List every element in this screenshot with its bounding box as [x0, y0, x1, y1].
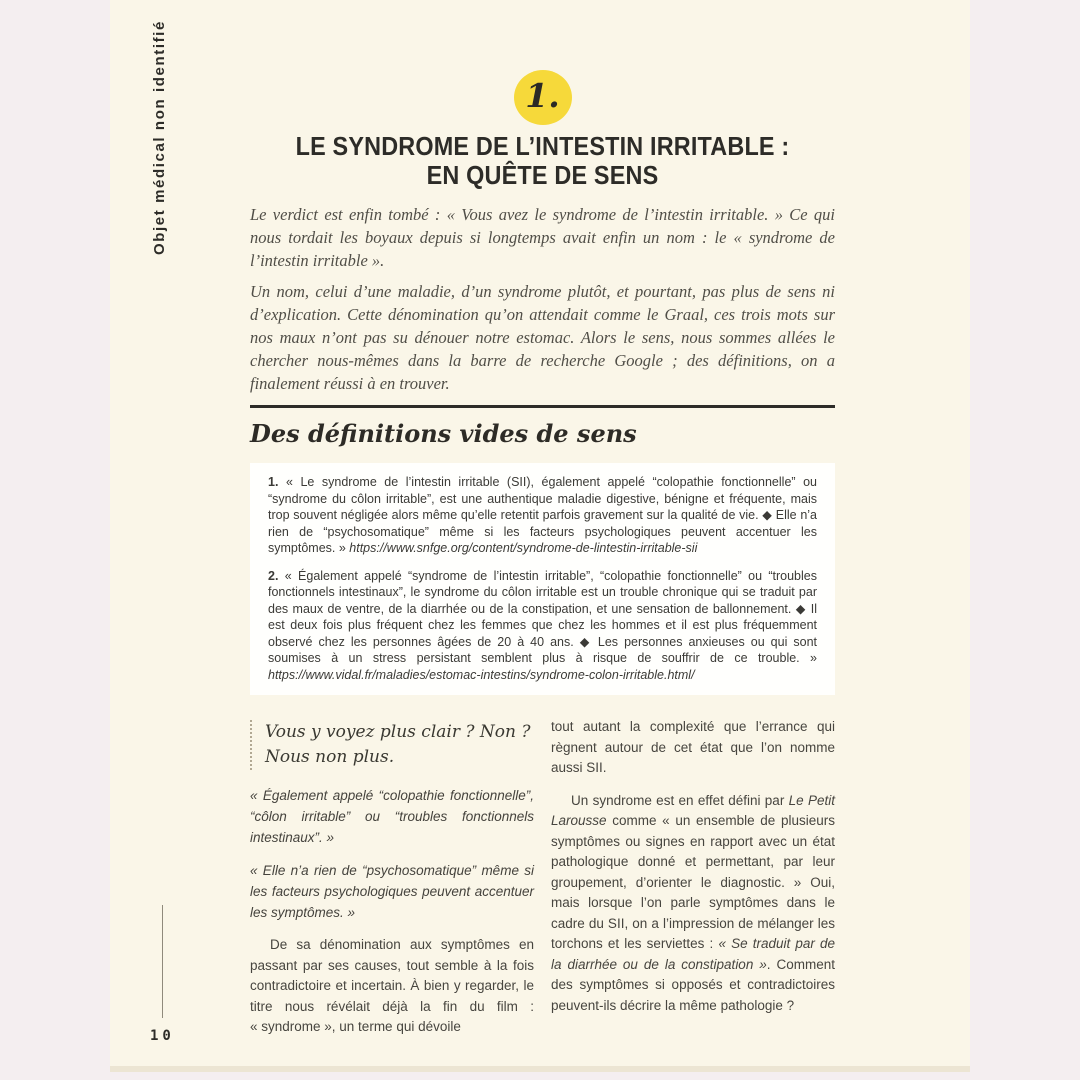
page-number: 10	[150, 1028, 175, 1044]
quoted-phrase: « Se traduit par de la diarrhée ou de la constipation »	[551, 936, 835, 972]
body-paragraph-right-1: tout autant la complexité que l’errance qui règnent autour de cet état que l’on nomme aussi SII.	[551, 719, 835, 775]
paragraph-segment: Un syndrome est en effet défini par	[571, 792, 789, 808]
page-content	[250, 70, 835, 1050]
definition-1-text: « Le syndrome de l’intestin irritable (SII), également appelé “colopathie fonctionnelle” ou “syndrome du côlon irritable”, est une authentique maladie digestive, bénigne et fréquente, mais trop souvent négligée alors même qu’elle retentit parfois gravement sur la qualité de vie. ◆ Elle n’a rien de “psychosomatique” même si les facteurs psychologiques peuvent accentuer les symptômes. »	[268, 475, 817, 555]
pull-quote-line2: Nous non plus.	[265, 747, 395, 767]
pull-quote-line1: Vous y voyez plus clair ? Non ?	[265, 722, 531, 742]
definition-1-number: 1.	[268, 475, 279, 489]
chapter-title	[250, 132, 835, 190]
intro-paragraph-2: Un nom, celui d’une maladie, d’un syndrome plutôt, et pourtant, pas plus de sens ni d’explication. Cette dénomination qu’on attendait comme le Graal, ces trois mots sur nos maux n’ont pas su dénouer notre estomac. Alors le sens, nous sommes allées le chercher nous-mêmes dans la barre de recherche Google ; des définitions, on a finalement réussi à en trouver.	[250, 282, 835, 393]
chapter-title-line1: LE SYNDROME DE L’INTESTIN IRRITABLE :	[295, 131, 790, 161]
chapter-number: 1.	[525, 76, 560, 115]
chapter-number-badge	[514, 70, 572, 125]
section-rule	[250, 405, 835, 408]
two-column-text	[250, 717, 835, 1050]
book-page	[110, 0, 970, 1072]
body-paragraph-left: De sa dénomination aux symptômes en passant par ses causes, tout semble à la fois contradictoire et incertain. À bien y regarder, le titre nous révélait déjà la fin du film : « syndrome », un terme qui dévoile	[250, 937, 534, 1034]
chapter-intro	[250, 203, 835, 395]
margin-vertical-rule	[162, 905, 163, 1018]
quoted-excerpt-2: « Elle n’a rien de “psychosomatique” même si les facteurs psychologiques peuvent accentuer les symptômes. »	[250, 863, 534, 920]
paragraph-segment: comme « un ensemble de plusieurs symptômes ou signes en rapport avec un état pathologique donné et permettant, par leur groupement, d’orienter le diagnostic. » Oui, mais lorsque l’on parle symptômes dans le cadre du SII, on a l’impression de mélanger les torchons et les serviettes :	[551, 813, 835, 951]
intro-paragraph-1: Le verdict est enfin tombé : « Vous avez le syndrome de l’intestin irritable. » Ce qui nous tordait les boyaux depuis si longtemps avait enfin un nom : le « syndrome de l’intestin irritable ».	[250, 205, 835, 270]
book-title-reference: Le Petit Larousse	[551, 792, 835, 828]
paragraph-segment: . Comment des symptômes si opposés et contradictoires peuvent-ils décrire la même pathologie ?	[551, 956, 835, 1013]
definition-2-text: « Également appelé “syndrome de l’intestin irritable”, “colopathie fonctionnelle” ou “troubles fonctionnels intestinaux”, le syndrome du côlon irritable est un trouble chronique qui se traduit par des maux de ventre, de la diarrhée ou de la constipation, et une sensation de ballonnement. ◆ Il est deux fois plus fréquent chez les femmes que chez les hommes et il est plus fréquemment observé chez les personnes âgées de 20 à 40 ans. ◆ Les personnes anxieuses ou qui sont soumises à un stress persistant semblent plus à risque de souffrir de ce trouble. »	[268, 568, 817, 665]
body-paragraph-right-2	[551, 791, 835, 1017]
definition-2	[268, 568, 817, 684]
right-column	[551, 717, 835, 1050]
pull-quote	[250, 720, 534, 770]
definitions-box	[250, 463, 835, 695]
left-column	[250, 717, 534, 1050]
section-heading: Des définitions vides de sens	[250, 419, 637, 448]
definition-1	[268, 474, 817, 557]
quoted-excerpt-1: « Également appelé “colopathie fonctionnelle”, “côlon irritable” ou “troubles fonctionnels intestinaux”. »	[250, 788, 534, 845]
chapter-title-line2: EN QUÊTE DE SENS	[426, 160, 659, 190]
margin-vertical-label: Objet médical non identifié	[151, 20, 168, 255]
definition-2-number: 2.	[268, 568, 279, 583]
definition-2-source-url: https://www.vidal.fr/maladies/estomac-intestins/syndrome-colon-irritable.html/	[268, 667, 695, 682]
definition-1-source-url: https://www.snfge.org/content/syndrome-de-lintestin-irritable-sii	[349, 541, 698, 555]
